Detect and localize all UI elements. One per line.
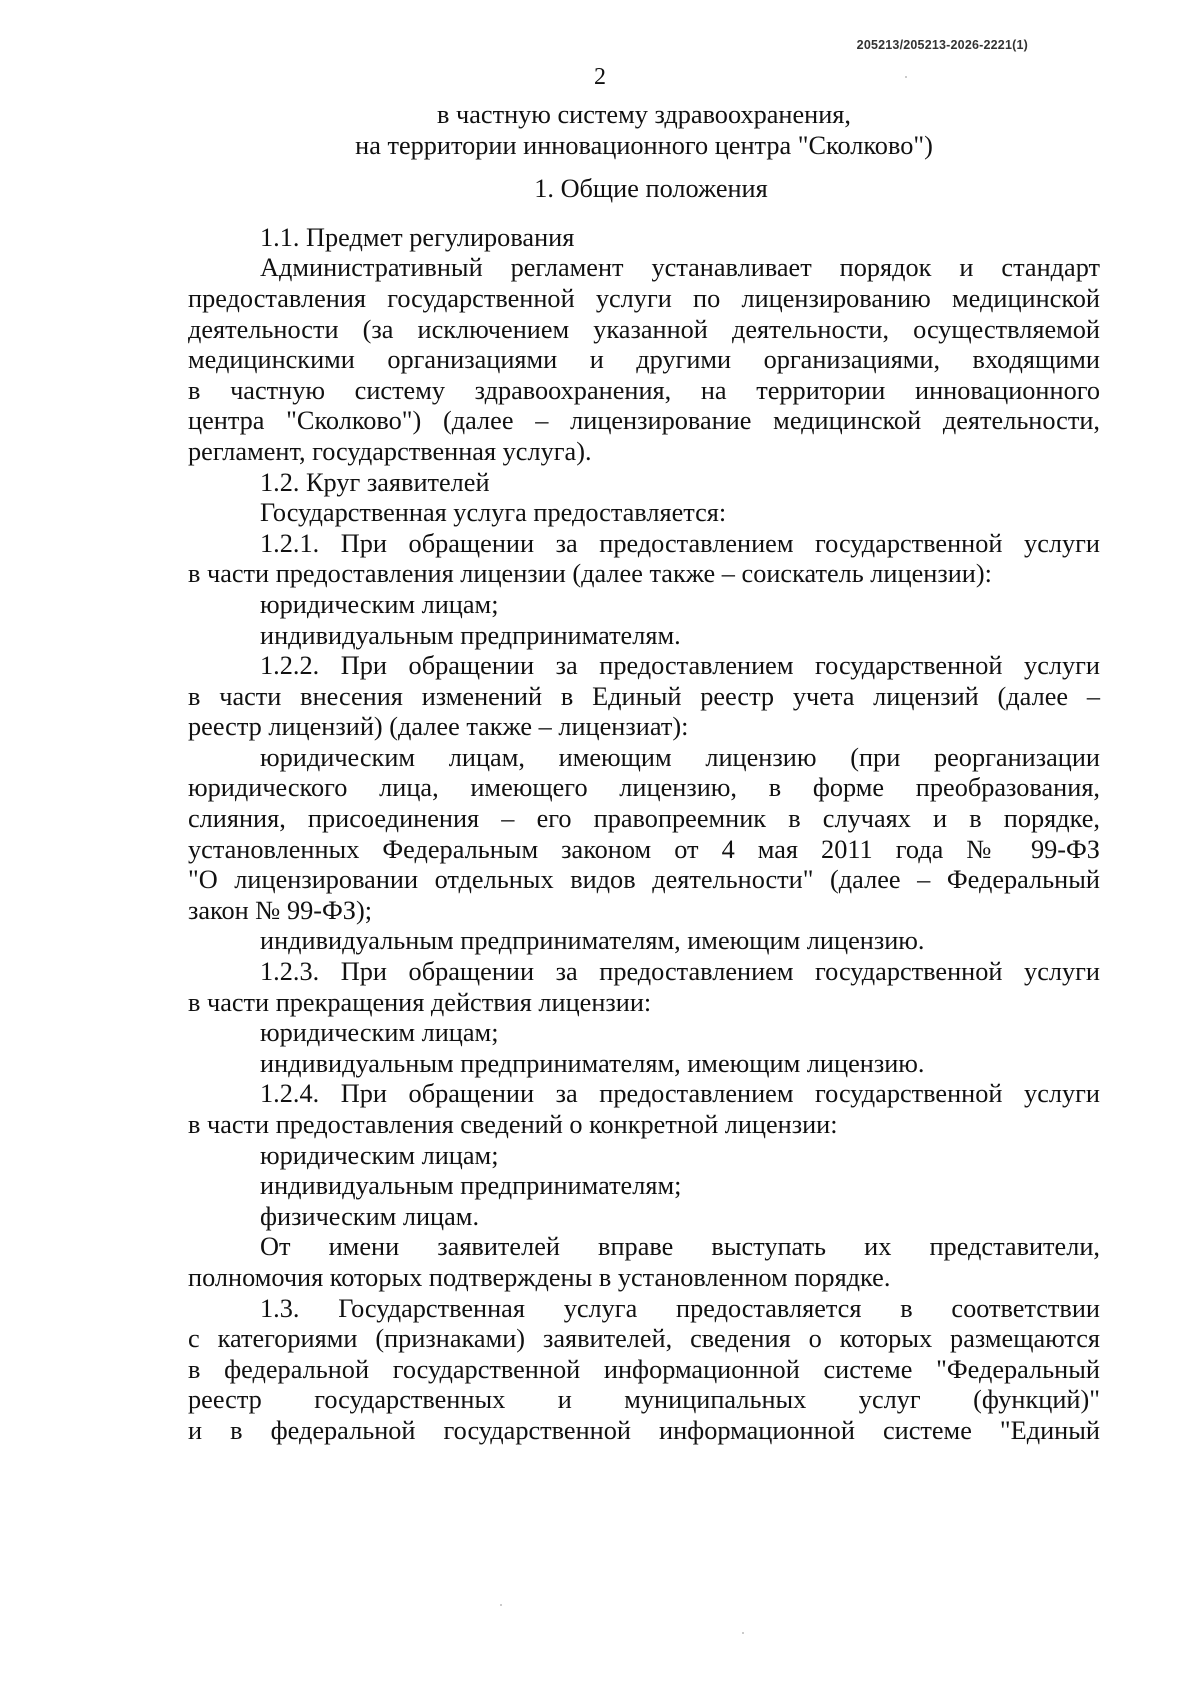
- paragraph-line: с категориями (признаками) заявителей, сведения о которых размещаются: [188, 1324, 1100, 1354]
- scan-speck: [742, 1632, 744, 1634]
- paragraph-line: в части предоставления лицензии (далее также – соискатель лицензии):: [188, 559, 992, 589]
- list-item: индивидуальным предпринимателям.: [260, 620, 681, 650]
- list-item: индивидуальным предпринимателям;: [260, 1171, 682, 1201]
- paragraph-line: Государственная услуга предоставляется:: [260, 498, 727, 528]
- paragraph-line: реестр государственных и муниципальных услуг (функций)": [188, 1385, 1100, 1415]
- paragraph-line: деятельности (за исключением указанной деятельности, осуществляемой: [188, 314, 1100, 344]
- paragraph-line: в частную систему здравоохранения, на территории инновационного: [188, 375, 1100, 405]
- section-1-1: [188, 223, 1100, 468]
- paragraph-line: 1.2.2. При обращении за предоставлением государственной услуги: [260, 651, 1100, 681]
- paragraph-line: 1.2.4. При обращении за предоставлением государственной услуги: [260, 1079, 1100, 1109]
- paragraph-line: 1.2.1. При обращении за предоставлением государственной услуги: [260, 528, 1100, 558]
- list-item: физическим лицам.: [260, 1201, 480, 1231]
- paragraph-line: в части предоставления сведений о конкретной лицензии:: [188, 1110, 838, 1139]
- paragraph-line: в части прекращения действия лицензии:: [188, 987, 652, 1017]
- paragraph-line: установленных Федеральным законом от 4 мая 2011 года № 99-ФЗ: [188, 834, 1100, 864]
- paragraph-line: закон № 99-ФЗ);: [188, 895, 373, 925]
- paragraph-line: слияния, присоединения – его правопреемник в случаях и в порядке,: [188, 804, 1100, 834]
- paragraph-line: полномочия которых подтверждены в установленном порядке.: [188, 1262, 891, 1292]
- list-item: индивидуальным предпринимателям, имеющим лицензию.: [260, 926, 925, 956]
- section-1-3: [188, 1294, 1100, 1447]
- list-item: юридическим лицам;: [260, 1140, 499, 1170]
- list-item: юридическим лицам, имеющим лицензию (при реорганизации: [260, 742, 1100, 772]
- paragraph-line: регламент, государственная услуга).: [188, 436, 592, 466]
- list-item: юридическим лицам;: [260, 1018, 499, 1048]
- subsection-heading-1-1: 1.1. Предмет регулирования: [260, 222, 575, 252]
- scan-speck: [500, 1604, 502, 1606]
- paragraph-line: 1.3. Государственная услуга предоставляется в соответствии: [260, 1293, 1100, 1323]
- document-body: [188, 100, 1100, 1447]
- document-id: 205213/205213-2026-2221(1): [856, 38, 1028, 52]
- list-item: юридическим лицам;: [260, 589, 499, 619]
- scan-speck: [905, 76, 907, 78]
- subsection-heading-1-2: 1.2. Круг заявителей: [260, 467, 490, 497]
- paragraph-line: Административный регламент устанавливает порядок и стандарт: [260, 253, 1100, 283]
- paragraph-line: 1.2.3. При обращении за предоставлением государственной услуги: [260, 957, 1100, 987]
- paragraph-line: реестр лицензий) (далее также – лицензиат):: [188, 712, 689, 742]
- list-item: индивидуальным предпринимателям, имеющим лицензию.: [260, 1048, 925, 1078]
- paragraph-line: медицинскими организациями и другими организациями, входящими: [188, 345, 1100, 375]
- title-line-2: на территории инновационного центра "Сколково"): [355, 130, 933, 160]
- paragraph-line: предоставления государственной услуги по лицензированию медицинской: [188, 283, 1100, 313]
- paragraph-line: в части внесения изменений в Единый реестр учета лицензий (далее –: [188, 681, 1100, 711]
- title-line-1: в частную систему здравоохранения,: [437, 100, 851, 129]
- paragraph-line: От имени заявителей вправе выступать их представители,: [260, 1232, 1100, 1262]
- paragraph-line: юридического лица, имеющего лицензию, в форме преобразования,: [188, 773, 1100, 803]
- paragraph-line: "О лицензировании отдельных видов деятельности" (далее – Федеральный: [188, 865, 1100, 895]
- section-heading: 1. Общие положения: [534, 174, 768, 204]
- section-1-2: [188, 468, 1100, 1294]
- paragraph-line: и в федеральной государственной информационной системе "Единый: [188, 1415, 1100, 1445]
- page-number: 2: [594, 64, 606, 90]
- paragraph-line: центра "Сколково") (далее – лицензирование медицинской деятельности,: [188, 406, 1100, 436]
- paragraph-line: в федеральной государственной информационной системе "Федеральный: [188, 1354, 1100, 1384]
